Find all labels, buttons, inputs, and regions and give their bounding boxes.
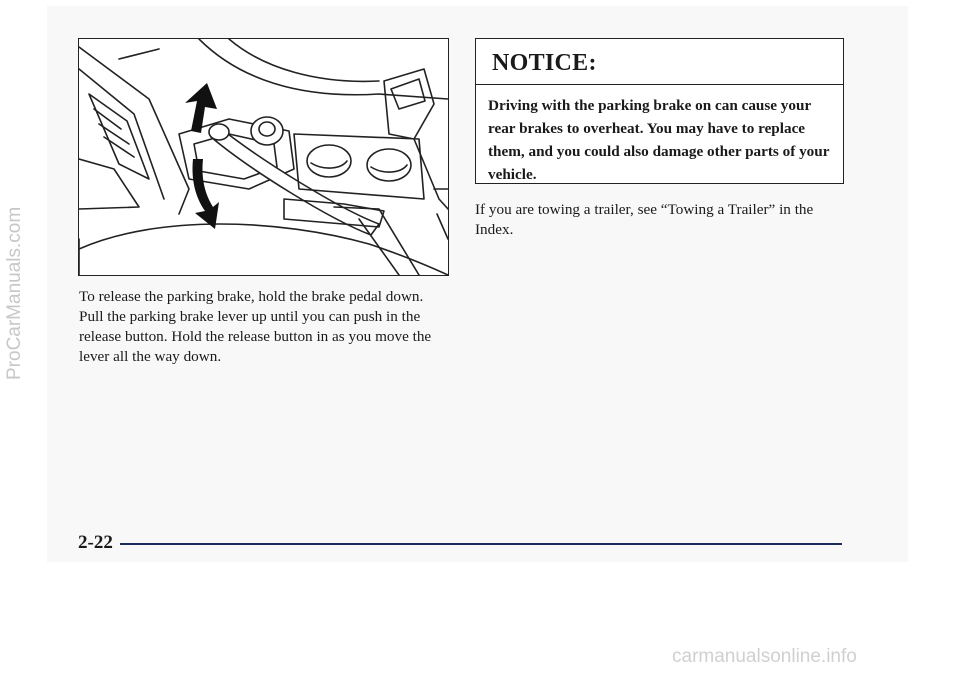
towing-reference: If you are towing a trailer, see “Towing a Trailer” in the Index.: [475, 201, 814, 238]
footer-rule: [120, 543, 842, 545]
notice-heading: NOTICE:: [476, 39, 843, 85]
parking-brake-illustration: [78, 38, 449, 276]
parking-brake-drawing: [79, 39, 448, 275]
page-number: 2-22: [78, 532, 113, 553]
notice-body: Driving with the parking brake on can cause your rear brakes to overheat. You may have to replace them, and you could also damage other parts of your vehicle.: [488, 97, 830, 183]
release-instructions: To release the parking brake, hold the brake pedal down. Pull the parking brake lever up until you can push in the release button. Hold the release button in as you move the lever all the way down.: [79, 288, 432, 365]
bottom-watermark: carmanualsonline.info: [672, 646, 857, 667]
side-watermark: ProCarManuals.com: [4, 206, 25, 380]
notice-box: [475, 38, 844, 184]
